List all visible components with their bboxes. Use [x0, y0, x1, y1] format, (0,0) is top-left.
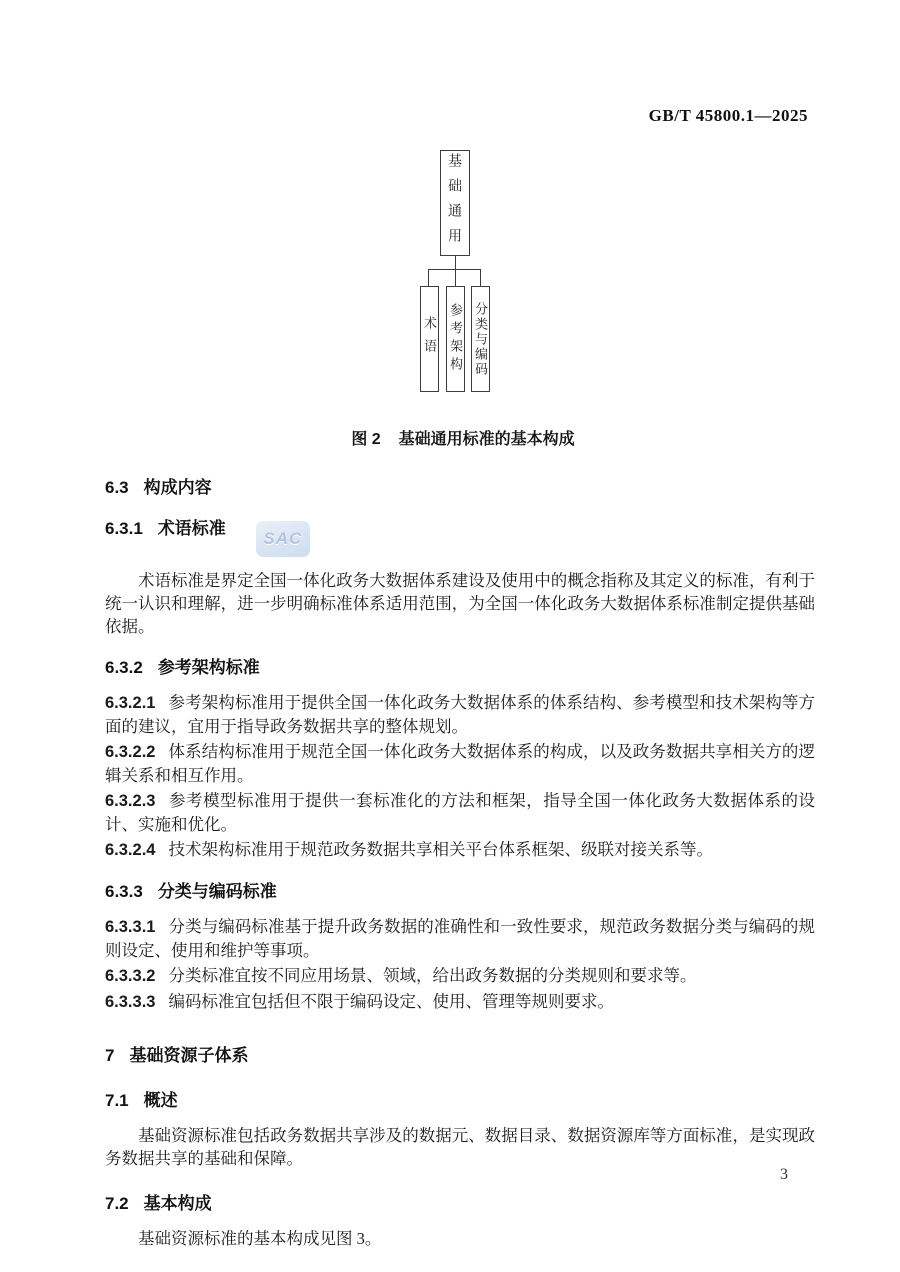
- heading-number: 6.3.3: [105, 881, 143, 901]
- clause-6-3-2-4: [105, 838, 815, 862]
- clause-6-3-3-3: [105, 990, 815, 1014]
- heading-number: 6.3.1: [105, 519, 143, 538]
- heading-7: [105, 1044, 815, 1067]
- heading-6-3-1: [105, 517, 815, 557]
- heading-title: 构成内容: [143, 478, 212, 497]
- diagram-box-classification-coding: 分类与编码: [471, 286, 490, 392]
- clause-6-3-3-2: [105, 964, 815, 988]
- clause-6-3-2-3: [105, 789, 815, 836]
- figure-2-caption: [13, 426, 900, 449]
- heading-title: 概述: [143, 1090, 178, 1110]
- document-body: [105, 470, 815, 1262]
- diagram-box-root: 基础通用: [440, 150, 470, 256]
- paragraph-7-1: 基础资源标准包括政务数据共享涉及的数据元、数据目录、数据资源库等方面标准，是实现政务数据共享的基础和保障。: [105, 1125, 815, 1168]
- standard-code: GB/T 45800.1—2025: [648, 106, 808, 125]
- heading-number: 7.1: [105, 1090, 129, 1110]
- clause-number: 6.3.2.2: [105, 742, 156, 761]
- clause-text: 体系结构标准用于规范全国一体化政务大数据体系的构成，以及政务数据共享相关方的逻辑关系和相互作用。: [105, 741, 815, 785]
- clause-number: 6.3.2.4: [105, 840, 156, 859]
- connector-drop-line-1: [428, 269, 429, 286]
- connector-stub-line: [455, 256, 456, 270]
- clause-6-3-2-1: [105, 691, 815, 738]
- clause-number: 6.3.2.3: [105, 791, 156, 810]
- heading-title: 分类与编码标准: [157, 881, 277, 901]
- heading-7-1: [105, 1089, 815, 1112]
- figure-caption-title: 基础通用标准的基本构成: [398, 431, 575, 448]
- heading-6-3-3: [105, 880, 815, 903]
- heading-6-3-2: [105, 656, 815, 679]
- heading-title: 基本构成: [143, 1193, 212, 1213]
- clause-number: 6.3.3.1: [105, 917, 156, 936]
- heading-number: 7.2: [105, 1193, 129, 1213]
- heading-number: 6.3: [105, 478, 129, 497]
- clause-text: 分类与编码标准基于提升政务数据的准确性和一致性要求，规范政务数据分类与编码的规则设定、使用和维护等事项。: [105, 916, 815, 960]
- clause-text: 参考模型标准用于提供一套标准化的方法和框架，指导全国一体化政务大数据体系的设计、实施和优化。: [105, 790, 815, 834]
- clause-text: 参考架构标准用于提供全国一体化政务大数据体系的体系结构、参考模型和技术架构等方面的建议，宜用于指导政务数据共享的整体规划。: [105, 692, 815, 736]
- heading-title: 参考架构标准: [157, 657, 260, 677]
- page-number: 3: [780, 1166, 788, 1183]
- sac-watermark-logo: SAC: [256, 521, 310, 557]
- connector-drop-line-3: [480, 269, 481, 286]
- clause-number: 6.3.2.1: [105, 693, 156, 712]
- heading-title: 基础资源子体系: [129, 1045, 249, 1065]
- heading-6-3: [105, 476, 815, 499]
- heading-7-2: [105, 1192, 815, 1215]
- clause-6-3-3-1: [105, 915, 815, 962]
- heading-number: 6.3.2: [105, 657, 143, 677]
- figure-caption-label: 图 2: [351, 431, 381, 448]
- diagram-box-terminology: 术语: [420, 286, 439, 392]
- clause-text: 技术架构标准用于规范政务数据共享相关平台体系框架、级联对接关系等。: [168, 839, 713, 859]
- heading-title: 术语标准: [157, 519, 226, 538]
- clause-number: 6.3.3.3: [105, 992, 156, 1011]
- clause-text: 分类标准宜按不同应用场景、领域，给出政务数据的分类规则和要求等。: [168, 965, 697, 985]
- heading-number: 7: [105, 1045, 115, 1065]
- diagram-box-reference-architecture: 参考架构: [446, 286, 465, 392]
- paragraph-7-2: 基础资源标准的基本构成见图 3。: [138, 1228, 382, 1248]
- paragraph-6-3-1: 术语标准是界定全国一体化政务大数据体系建设及使用中的概念指称及其定义的标准，有利于统一认识和理解，进一步明确标准体系适用范围，为全国一体化政务大数据体系标准制定提供基础依据。: [105, 570, 815, 636]
- clause-6-3-2-2: [105, 740, 815, 787]
- connector-drop-line-2: [455, 269, 456, 286]
- clause-text: 编码标准宜包括但不限于编码设定、使用、管理等规则要求。: [168, 991, 614, 1011]
- clause-number: 6.3.3.2: [105, 966, 156, 985]
